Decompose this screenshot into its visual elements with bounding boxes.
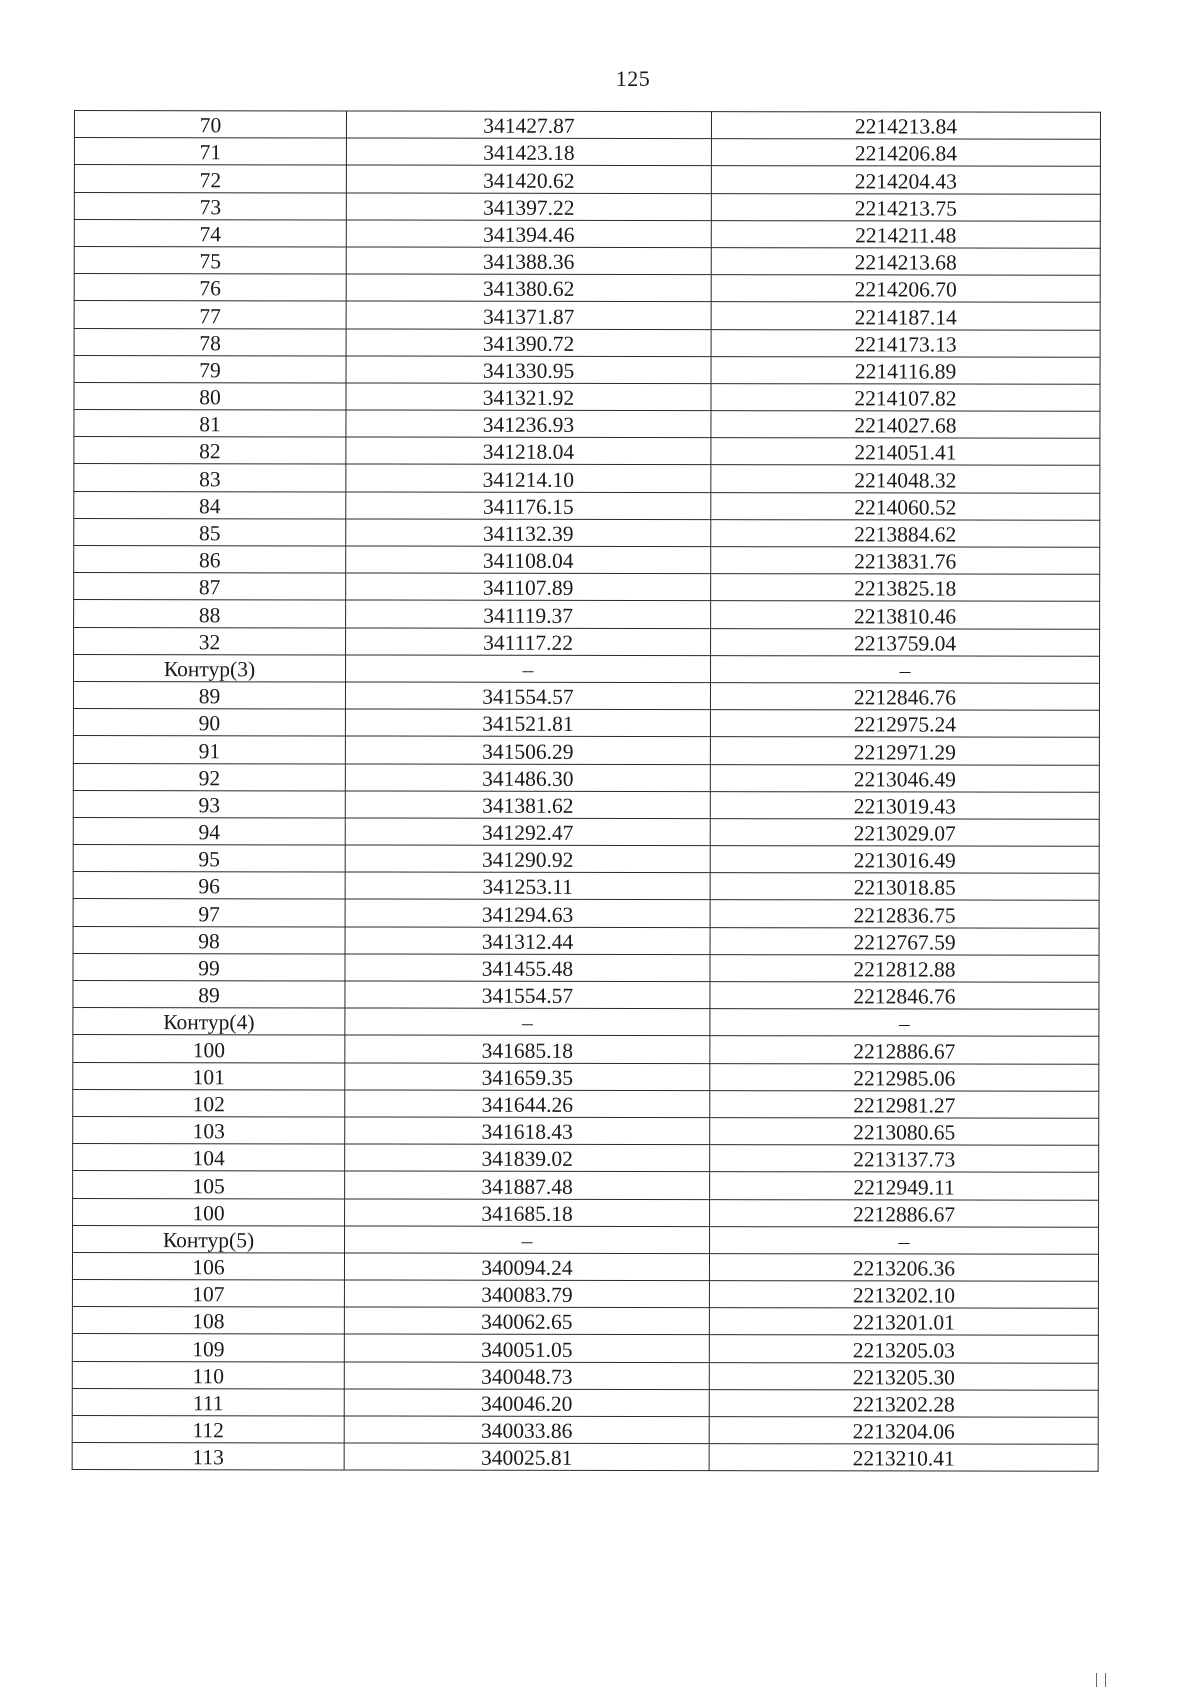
point-number-cell: 95 bbox=[73, 845, 345, 873]
x-coordinate-cell: 341394.46 bbox=[346, 220, 711, 248]
table-row bbox=[72, 1334, 1098, 1363]
table-row bbox=[74, 301, 1100, 330]
y-coordinate-cell: 2213201.01 bbox=[709, 1308, 1098, 1336]
x-coordinate-cell: – bbox=[345, 1008, 710, 1036]
y-coordinate-cell: 2212949.11 bbox=[710, 1172, 1099, 1200]
x-coordinate-cell: 341486.30 bbox=[345, 763, 710, 791]
table-row bbox=[74, 246, 1100, 275]
point-number-cell: 101 bbox=[73, 1062, 345, 1090]
table-row bbox=[73, 1062, 1099, 1091]
table-row bbox=[72, 1443, 1098, 1472]
y-coordinate-cell: 2213202.10 bbox=[709, 1281, 1098, 1309]
point-number-cell: 88 bbox=[74, 600, 346, 628]
point-number-cell: 70 bbox=[74, 111, 346, 139]
point-number-cell: 94 bbox=[73, 817, 345, 845]
y-coordinate-cell: 2212971.29 bbox=[710, 737, 1099, 765]
x-coordinate-cell: 341644.26 bbox=[345, 1090, 710, 1118]
point-number-cell: 102 bbox=[73, 1089, 345, 1117]
table-row bbox=[74, 138, 1100, 167]
y-coordinate-cell: 2213831.76 bbox=[711, 547, 1100, 575]
point-number-cell: 112 bbox=[72, 1415, 344, 1443]
point-number-cell: 85 bbox=[74, 518, 346, 546]
coordinates-table-body bbox=[72, 111, 1100, 1472]
table-row bbox=[73, 1171, 1099, 1200]
point-number-cell: 108 bbox=[72, 1307, 344, 1335]
table-row bbox=[74, 437, 1100, 466]
y-coordinate-cell: 2212767.59 bbox=[710, 927, 1099, 955]
table-row bbox=[72, 1307, 1098, 1336]
point-number-cell: 87 bbox=[74, 573, 346, 601]
table-row bbox=[73, 1116, 1099, 1145]
table-row bbox=[73, 845, 1099, 874]
y-coordinate-cell: 2212981.27 bbox=[710, 1090, 1099, 1118]
x-coordinate-cell: 341312.44 bbox=[345, 927, 710, 955]
table-row bbox=[73, 899, 1099, 928]
point-number-cell: 32 bbox=[74, 627, 346, 655]
x-coordinate-cell: 340046.20 bbox=[344, 1389, 709, 1417]
y-coordinate-cell: 2214211.48 bbox=[711, 220, 1100, 248]
y-coordinate-cell: 2212985.06 bbox=[710, 1063, 1099, 1091]
point-number-cell: 90 bbox=[73, 709, 345, 737]
y-coordinate-cell: 2214206.70 bbox=[711, 275, 1100, 303]
table-row bbox=[73, 1225, 1099, 1254]
x-coordinate-cell: 341388.36 bbox=[346, 247, 711, 275]
y-coordinate-cell: 2212975.24 bbox=[710, 710, 1099, 738]
x-coordinate-cell: 341108.04 bbox=[346, 546, 711, 574]
point-number-cell: 73 bbox=[74, 192, 346, 220]
table-row bbox=[74, 111, 1100, 140]
point-number-cell: 100 bbox=[73, 1035, 345, 1063]
y-coordinate-cell: 2214027.68 bbox=[711, 411, 1100, 439]
point-number-cell: Контур(4) bbox=[73, 1008, 345, 1036]
table-row bbox=[74, 518, 1100, 547]
x-coordinate-cell: 341427.87 bbox=[346, 111, 711, 139]
y-coordinate-cell: 2212886.67 bbox=[710, 1036, 1099, 1064]
y-coordinate-cell: 2214116.89 bbox=[711, 356, 1100, 384]
table-row bbox=[74, 627, 1100, 656]
x-coordinate-cell: 341455.48 bbox=[345, 954, 710, 982]
x-coordinate-cell: 341214.10 bbox=[346, 464, 711, 492]
point-number-cell: 96 bbox=[73, 872, 345, 900]
point-number-cell: 81 bbox=[74, 410, 346, 438]
point-number-cell: 89 bbox=[73, 980, 345, 1008]
table-row bbox=[74, 491, 1100, 520]
point-number-cell: 106 bbox=[72, 1252, 344, 1280]
point-number-cell: 80 bbox=[74, 382, 346, 410]
point-number-cell: 110 bbox=[72, 1361, 344, 1389]
x-coordinate-cell: 341381.62 bbox=[345, 791, 710, 819]
x-coordinate-cell: 341423.18 bbox=[346, 138, 711, 166]
x-coordinate-cell: 340033.86 bbox=[344, 1416, 709, 1444]
table-row bbox=[72, 1280, 1098, 1309]
table-row bbox=[73, 926, 1099, 955]
table-row bbox=[74, 600, 1100, 629]
table-row bbox=[74, 274, 1100, 303]
y-coordinate-cell: 2214107.82 bbox=[711, 383, 1100, 411]
point-number-cell: 75 bbox=[74, 246, 346, 274]
y-coordinate-cell: 2213825.18 bbox=[711, 574, 1100, 602]
point-number-cell: 83 bbox=[74, 464, 346, 492]
point-number-cell: 99 bbox=[73, 953, 345, 981]
x-coordinate-cell: 341618.43 bbox=[345, 1117, 710, 1145]
coordinates-table bbox=[72, 110, 1101, 1472]
table-row bbox=[73, 736, 1099, 765]
table-row bbox=[74, 654, 1100, 683]
x-coordinate-cell: 340025.81 bbox=[344, 1443, 709, 1471]
y-coordinate-cell: 2213137.73 bbox=[710, 1145, 1099, 1173]
x-coordinate-cell: 341371.87 bbox=[346, 301, 711, 329]
table-row bbox=[72, 1361, 1098, 1390]
y-coordinate-cell: 2213205.30 bbox=[709, 1362, 1098, 1390]
table-row bbox=[73, 953, 1099, 982]
table-row bbox=[73, 681, 1099, 710]
x-coordinate-cell: 340048.73 bbox=[344, 1362, 709, 1390]
x-coordinate-cell: 341685.18 bbox=[345, 1198, 710, 1226]
x-coordinate-cell: 341397.22 bbox=[346, 193, 711, 221]
table-row bbox=[72, 1252, 1098, 1281]
table-row bbox=[72, 1415, 1098, 1444]
y-coordinate-cell: 2214187.14 bbox=[711, 302, 1100, 330]
point-number-cell: 77 bbox=[74, 301, 346, 329]
table-row bbox=[73, 817, 1099, 846]
x-coordinate-cell: 341506.29 bbox=[345, 736, 710, 764]
table-row bbox=[73, 1008, 1099, 1037]
table-row bbox=[74, 355, 1100, 384]
table-row bbox=[73, 980, 1099, 1009]
table-row bbox=[73, 1144, 1099, 1173]
y-coordinate-cell: 2214060.52 bbox=[711, 492, 1100, 520]
table-row bbox=[73, 1035, 1099, 1064]
y-coordinate-cell: 2212846.76 bbox=[710, 982, 1099, 1010]
table-row bbox=[74, 382, 1100, 411]
x-coordinate-cell: 341659.35 bbox=[345, 1063, 710, 1091]
point-number-cell: 86 bbox=[74, 546, 346, 574]
x-coordinate-cell: 341839.02 bbox=[345, 1144, 710, 1172]
point-number-cell: 72 bbox=[74, 165, 346, 193]
y-coordinate-cell: 2213210.41 bbox=[709, 1444, 1098, 1472]
x-coordinate-cell: 341176.15 bbox=[346, 492, 711, 520]
y-coordinate-cell: 2214048.32 bbox=[711, 465, 1100, 493]
y-coordinate-cell: 2214213.75 bbox=[711, 193, 1100, 221]
x-coordinate-cell: 341119.37 bbox=[346, 600, 711, 628]
y-coordinate-cell: 2212836.75 bbox=[710, 900, 1099, 928]
x-coordinate-cell: 341107.89 bbox=[346, 573, 711, 601]
x-coordinate-cell: 340051.05 bbox=[344, 1334, 709, 1362]
x-coordinate-cell: 341290.92 bbox=[345, 845, 710, 873]
point-number-cell: 107 bbox=[72, 1280, 344, 1308]
point-number-cell: 71 bbox=[74, 138, 346, 166]
table-row bbox=[73, 709, 1099, 738]
y-coordinate-cell: 2213019.43 bbox=[710, 791, 1099, 819]
table-row bbox=[74, 546, 1100, 575]
table-row bbox=[74, 165, 1100, 194]
point-number-cell: 89 bbox=[73, 681, 345, 709]
y-coordinate-cell: 2214206.84 bbox=[711, 139, 1100, 167]
x-coordinate-cell: 341117.22 bbox=[346, 628, 711, 656]
point-number-cell: 103 bbox=[73, 1116, 345, 1144]
point-number-cell: 104 bbox=[73, 1144, 345, 1172]
x-coordinate-cell: 341294.63 bbox=[345, 899, 710, 927]
x-coordinate-cell: 341236.93 bbox=[346, 410, 711, 438]
table-row bbox=[74, 328, 1100, 357]
x-coordinate-cell: 340062.65 bbox=[344, 1307, 709, 1335]
point-number-cell: 92 bbox=[73, 763, 345, 791]
point-number-cell: 82 bbox=[74, 437, 346, 465]
y-coordinate-cell: 2214051.41 bbox=[711, 438, 1100, 466]
y-coordinate-cell: – bbox=[710, 1226, 1099, 1254]
table-row bbox=[73, 763, 1099, 792]
y-coordinate-cell: 2213884.62 bbox=[711, 519, 1100, 547]
point-number-cell: 111 bbox=[72, 1388, 344, 1416]
table-row bbox=[73, 1198, 1099, 1227]
y-coordinate-cell: 2213810.46 bbox=[711, 601, 1100, 629]
x-coordinate-cell: 341887.48 bbox=[345, 1171, 710, 1199]
y-coordinate-cell: 2212846.76 bbox=[710, 683, 1099, 711]
point-number-cell: 98 bbox=[73, 926, 345, 954]
x-coordinate-cell: 341330.95 bbox=[346, 356, 711, 384]
x-coordinate-cell: 341380.62 bbox=[346, 274, 711, 302]
y-coordinate-cell: 2214213.84 bbox=[711, 112, 1100, 140]
scan-corner-mark bbox=[1096, 1673, 1106, 1687]
point-number-cell: 109 bbox=[72, 1334, 344, 1362]
table-row bbox=[72, 1388, 1098, 1417]
point-number-cell: Контур(3) bbox=[74, 654, 346, 682]
point-number-cell: 105 bbox=[73, 1171, 345, 1199]
y-coordinate-cell: 2214173.13 bbox=[711, 329, 1100, 357]
table-row bbox=[74, 573, 1100, 602]
x-coordinate-cell: 341321.92 bbox=[346, 383, 711, 411]
x-coordinate-cell: 341554.57 bbox=[345, 981, 710, 1009]
y-coordinate-cell: 2213204.06 bbox=[709, 1417, 1098, 1445]
table-row bbox=[74, 410, 1100, 439]
x-coordinate-cell: 341685.18 bbox=[345, 1035, 710, 1063]
y-coordinate-cell: 2213018.85 bbox=[710, 873, 1099, 901]
table-row bbox=[73, 1089, 1099, 1118]
x-coordinate-cell: – bbox=[345, 1226, 710, 1254]
x-coordinate-cell: 341132.39 bbox=[346, 519, 711, 547]
y-coordinate-cell: 2213202.28 bbox=[709, 1389, 1098, 1417]
x-coordinate-cell: 340083.79 bbox=[344, 1280, 709, 1308]
point-number-cell: 113 bbox=[72, 1443, 344, 1471]
point-number-cell: 78 bbox=[74, 328, 346, 356]
x-coordinate-cell: 341420.62 bbox=[346, 165, 711, 193]
x-coordinate-cell: 341521.81 bbox=[345, 709, 710, 737]
point-number-cell: 93 bbox=[73, 790, 345, 818]
point-number-cell: 74 bbox=[74, 219, 346, 247]
point-number-cell: 100 bbox=[73, 1198, 345, 1226]
table-row bbox=[73, 790, 1099, 819]
point-number-cell: 79 bbox=[74, 355, 346, 383]
y-coordinate-cell: 2212812.88 bbox=[710, 954, 1099, 982]
y-coordinate-cell: 2213080.65 bbox=[710, 1118, 1099, 1146]
y-coordinate-cell: 2214204.43 bbox=[711, 166, 1100, 194]
table-row bbox=[73, 872, 1099, 901]
point-number-cell: 84 bbox=[74, 491, 346, 519]
x-coordinate-cell: 341554.57 bbox=[345, 682, 710, 710]
y-coordinate-cell: 2213206.36 bbox=[709, 1253, 1098, 1281]
table-row bbox=[74, 192, 1100, 221]
x-coordinate-cell: 341292.47 bbox=[345, 818, 710, 846]
table-row bbox=[74, 219, 1100, 248]
point-number-cell: Контур(5) bbox=[73, 1225, 345, 1253]
y-coordinate-cell: 2213046.49 bbox=[710, 764, 1099, 792]
y-coordinate-cell: 2213759.04 bbox=[711, 628, 1100, 656]
y-coordinate-cell: 2213016.49 bbox=[710, 846, 1099, 874]
x-coordinate-cell: 341390.72 bbox=[346, 328, 711, 356]
point-number-cell: 97 bbox=[73, 899, 345, 927]
x-coordinate-cell: – bbox=[346, 655, 711, 683]
point-number-cell: 91 bbox=[73, 736, 345, 764]
point-number-cell: 76 bbox=[74, 274, 346, 302]
y-coordinate-cell: 2213205.03 bbox=[709, 1335, 1098, 1363]
page-number: 125 bbox=[615, 66, 651, 91]
y-coordinate-cell: 2214213.68 bbox=[711, 248, 1100, 276]
y-coordinate-cell: – bbox=[710, 1009, 1099, 1037]
table-row bbox=[74, 464, 1100, 493]
x-coordinate-cell: 341218.04 bbox=[346, 437, 711, 465]
x-coordinate-cell: 341253.11 bbox=[345, 872, 710, 900]
y-coordinate-cell: 2213029.07 bbox=[710, 818, 1099, 846]
x-coordinate-cell: 340094.24 bbox=[344, 1253, 709, 1281]
y-coordinate-cell: – bbox=[711, 655, 1100, 683]
y-coordinate-cell: 2212886.67 bbox=[710, 1199, 1099, 1227]
